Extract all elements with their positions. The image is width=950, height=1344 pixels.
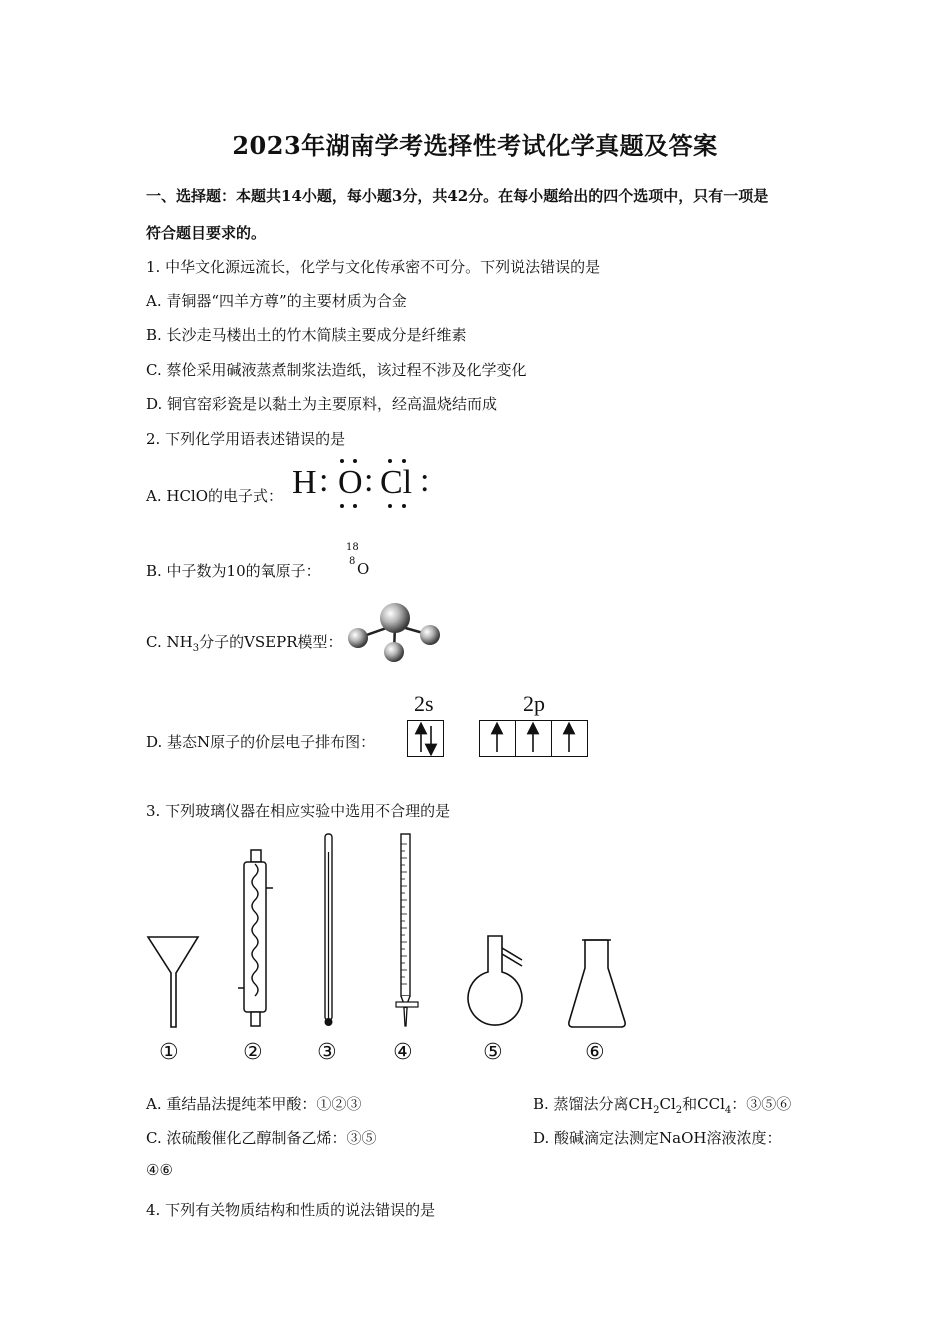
apparatus-number-1: ① [159, 1040, 179, 1065]
section-heading: 一、选择题：本题共14小题，每小题3分，共42分。在每小题给出的四个选项中，只有一项是 [146, 187, 769, 205]
lone-pair-dot [340, 459, 344, 463]
formula-o: O [338, 464, 363, 501]
lone-pair-dot [353, 459, 357, 463]
formula-colon-2: : [364, 462, 374, 499]
q1-option-c: C. 蔡伦采用碱液蒸煮制浆法造纸，该过程不涉及化学变化 [146, 361, 527, 379]
vsepr-model-icon [344, 600, 444, 666]
lone-pair-dot [340, 504, 344, 508]
condenser-icon [238, 848, 274, 1028]
burette-icon [395, 832, 421, 1030]
page-title: 2023年湖南学考选择性考试化学真题及答案 [232, 131, 718, 160]
conical-flask-icon [566, 938, 628, 1030]
funnel-icon [146, 935, 201, 1030]
q2-option-b-label: B. 中子数为10的氧原子： [146, 562, 321, 580]
lone-pair-dot [402, 504, 406, 508]
q3-option-b: B. 蒸馏法分离$CH_2Cl_2$和CCl$_4$：③⑤⑥ [533, 1095, 792, 1116]
q1-option-a: A. 青铜器“四羊方尊”的主要材质为合金 [146, 292, 407, 310]
q2-option-c-label: C. $NH_3$分子的VSEPR模型： [146, 633, 343, 654]
q3-stem: 3. 下列玻璃仪器在相应实验中选用不合理的是 [146, 802, 451, 820]
thermometer-icon [321, 832, 337, 1030]
electron-spin-arrows [407, 720, 589, 757]
lone-pair-dot [388, 459, 392, 463]
q2-stem: 2. 下列化学用语表述错误的是 [146, 430, 346, 448]
isotope-atomic-number: 8 [349, 556, 356, 567]
section-heading-cont: 符合题目要求的。 [146, 224, 267, 242]
q4-stem: 4. 下列有关物质结构和性质的说法错误的是 [146, 1201, 436, 1219]
q1-option-d: D. 铜官窑彩瓷是以黏土为主要原料，经高温烧结而成 [146, 395, 498, 413]
q1-option-b: B. 长沙走马楼出土的竹木简牍主要成分是纤维素 [146, 326, 467, 344]
q3-option-d: D. 酸碱滴定法测定NaOH溶液浓度： [533, 1129, 782, 1147]
lone-pair-dot [402, 459, 406, 463]
apparatus-number-4: ④ [393, 1040, 413, 1065]
hclo-electron-formula [292, 464, 442, 510]
q2-option-a-label: A. HClO的电子式： [146, 487, 284, 505]
apparatus-number-2: ② [243, 1040, 263, 1065]
orbital-label-2s: 2s [414, 691, 434, 716]
apparatus-number-3: ③ [317, 1040, 337, 1065]
q3-option-c: C. 浓硫酸催化乙醇制备乙烯：③⑤ [146, 1129, 377, 1147]
formula-colon-3: : [420, 462, 430, 499]
isotope-symbol: O [357, 560, 370, 578]
formula-colon-1: : [319, 462, 329, 499]
lone-pair-dot [388, 504, 392, 508]
lone-pair-dot [353, 504, 357, 508]
q2-option-d-label: D. 基态N原子的价层电子排布图： [146, 733, 376, 751]
q3-option-a: A. 重结晶法提纯苯甲酸：①②③ [146, 1095, 362, 1113]
formula-h: H [292, 464, 317, 501]
apparatus-number-6: ⑥ [585, 1040, 605, 1065]
q1-stem: 1. 中华文化源远流长，化学与文化传承密不可分。下列说法错误的是 [146, 258, 601, 276]
apparatus-number-5: ⑤ [483, 1040, 503, 1065]
isotope-mass-number: 18 [346, 542, 359, 553]
distilling-flask-icon [466, 934, 526, 1030]
orbital-label-2p: 2p [523, 691, 545, 716]
q3-option-d-cont: ④⑥ [146, 1161, 173, 1179]
formula-cl: Cl [380, 464, 413, 501]
